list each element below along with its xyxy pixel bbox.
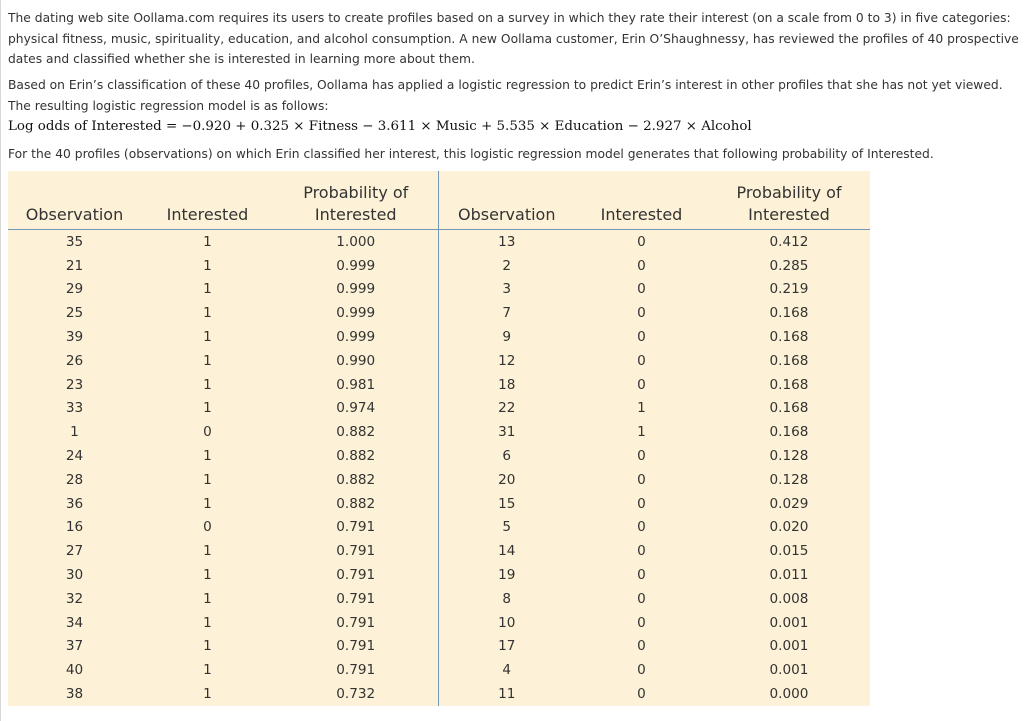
cell-probability-right: 0.219	[769, 281, 809, 298]
header-observation-left: Observation	[8, 171, 141, 230]
cell-interested-left: 1	[203, 233, 212, 250]
cell-interested-left: 1	[203, 400, 212, 417]
cell-probability-right: 0.412	[769, 233, 809, 250]
cell-probability-right: 0.000	[769, 686, 809, 703]
cell-probability-left: 0.791	[336, 567, 376, 584]
header-probability-left	[274, 171, 438, 230]
cell-probability-right: 0.011	[769, 567, 809, 584]
cell-interested-right: 0	[637, 567, 646, 584]
cell-probability-left: 0.882	[336, 471, 376, 488]
cell-interested-left: 0	[203, 519, 212, 536]
cell-interested-right: 0	[637, 471, 646, 488]
cell-observation-right: 22	[438, 397, 575, 421]
cell-interested-right: 0	[637, 638, 646, 655]
cell-observation-left: 32	[65, 590, 84, 607]
cell-probability-left: 0.791	[336, 638, 376, 655]
cell-interested-left: 1	[203, 638, 212, 655]
cell-probability-right: 0.168	[769, 329, 809, 346]
cell-interested-right: 0	[637, 519, 646, 536]
cell-interested-left: 1	[203, 471, 212, 488]
cell-interested-left: 1	[203, 305, 212, 322]
cell-probability-right: 0.001	[769, 614, 809, 631]
cell-interested-right: 0	[637, 448, 646, 465]
cell-interested-right: 0	[637, 686, 646, 703]
cell-observation-left: 39	[65, 329, 84, 346]
cell-probability-right: 0.029	[769, 495, 809, 512]
table-row	[8, 516, 870, 540]
cell-observation-right: 10	[438, 611, 575, 635]
table-row	[8, 254, 870, 278]
cell-observation-right: 3	[438, 278, 575, 302]
table-row	[8, 301, 870, 325]
header-interested-right: Interested	[575, 171, 708, 230]
cell-interested-right: 0	[637, 329, 646, 346]
header-interested-left: Interested	[141, 171, 274, 230]
cell-observation-right: 20	[438, 468, 575, 492]
cell-probability-right: 0.128	[769, 448, 809, 465]
cell-observation-left: 35	[65, 233, 84, 250]
table-header-row	[8, 171, 870, 230]
cell-probability-left: 0.882	[336, 448, 376, 465]
probability-table	[8, 171, 870, 706]
table-row	[8, 230, 870, 254]
cell-interested-right: 0	[637, 614, 646, 631]
cell-interested-right: 1	[637, 400, 646, 417]
cell-observation-left: 23	[65, 376, 84, 393]
regression-formula: Log odds of Interested = −0.920 + 0.325 × Fitness − 3.611 × Music + 5.535 × Education − 2.927 × Alcohol	[8, 119, 752, 134]
cell-observation-left: 1	[70, 424, 79, 441]
cell-probability-left: 0.999	[336, 281, 376, 298]
header-probability-right	[708, 171, 870, 230]
cell-interested-left: 1	[203, 281, 212, 298]
cell-interested-right: 0	[637, 543, 646, 560]
cell-observation-left: 40	[65, 662, 84, 679]
cell-interested-left: 1	[203, 448, 212, 465]
table-row	[8, 611, 870, 635]
cell-observation-right: 5	[438, 516, 575, 540]
cell-observation-left: 37	[65, 638, 84, 655]
cell-probability-right: 0.015	[769, 543, 809, 560]
cell-probability-left: 0.882	[336, 495, 376, 512]
table-row	[8, 373, 870, 397]
cell-interested-right: 0	[637, 281, 646, 298]
cell-observation-right: 31	[438, 420, 575, 444]
cell-interested-left: 1	[203, 590, 212, 607]
table-row	[8, 325, 870, 349]
cell-interested-left: 1	[203, 376, 212, 393]
header-probability-line1: Probability of	[736, 183, 842, 202]
cell-interested-right: 0	[637, 376, 646, 393]
cell-interested-right: 0	[637, 590, 646, 607]
cell-probability-right: 0.168	[769, 400, 809, 417]
table-row	[8, 397, 870, 421]
cell-probability-left: 0.999	[336, 329, 376, 346]
cell-observation-left: 33	[65, 400, 84, 417]
cell-observation-right: 14	[438, 539, 575, 563]
cell-interested-right: 0	[637, 305, 646, 322]
cell-probability-right: 0.168	[769, 305, 809, 322]
table-row	[8, 492, 870, 516]
cell-probability-left: 0.791	[336, 543, 376, 560]
table-row	[8, 539, 870, 563]
cell-observation-right: 6	[438, 444, 575, 468]
cell-interested-left: 1	[203, 257, 212, 274]
header-observation-right: Observation	[438, 171, 575, 230]
cell-probability-right: 0.001	[769, 638, 809, 655]
cell-observation-left: 34	[65, 614, 84, 631]
header-probability-line2: Interested	[314, 205, 397, 224]
cell-observation-right: 9	[438, 325, 575, 349]
table-row	[8, 682, 870, 706]
table-row	[8, 468, 870, 492]
cell-interested-right: 0	[637, 257, 646, 274]
table-row	[8, 420, 870, 444]
cell-interested-left: 1	[203, 329, 212, 346]
cell-interested-left: 1	[203, 352, 212, 369]
cell-observation-right: 18	[438, 373, 575, 397]
cell-interested-right: 0	[637, 495, 646, 512]
cell-observation-left: 16	[65, 519, 84, 536]
cell-interested-left: 1	[203, 662, 212, 679]
cell-observation-right: 7	[438, 301, 575, 325]
cell-observation-left: 26	[65, 352, 84, 369]
cell-probability-left: 0.990	[336, 352, 376, 369]
model-paragraph: Based on Erin’s classification of these 40 profiles, Oollama has applied a logistic regression to predict Erin’s interest in other profiles that she has not yet viewed. The resulting logistic regression model is as follows:	[8, 78, 1003, 113]
cell-probability-right: 0.128	[769, 471, 809, 488]
cell-probability-right: 0.008	[769, 590, 809, 607]
cell-probability-right: 0.168	[769, 376, 809, 393]
cell-observation-right: 4	[438, 658, 575, 682]
cell-observation-left: 24	[65, 448, 84, 465]
cell-observation-right: 17	[438, 635, 575, 659]
cell-interested-right: 0	[637, 352, 646, 369]
cell-interested-right: 0	[637, 662, 646, 679]
cell-observation-left: 27	[65, 543, 84, 560]
cell-interested-right: 1	[637, 424, 646, 441]
cell-observation-left: 38	[65, 686, 84, 703]
cell-probability-left: 0.791	[336, 662, 376, 679]
header-probability-line1: Probability of	[303, 183, 409, 202]
cell-probability-right: 0.285	[769, 257, 809, 274]
cell-probability-left: 0.999	[336, 257, 376, 274]
cell-observation-left: 29	[65, 281, 84, 298]
cell-observation-left: 36	[65, 495, 84, 512]
cell-observation-left: 30	[65, 567, 84, 584]
cell-probability-left: 0.974	[336, 400, 376, 417]
cell-probability-right: 0.020	[769, 519, 809, 536]
cell-probability-left: 0.882	[336, 424, 376, 441]
cell-observation-right: 8	[438, 587, 575, 611]
cell-probability-left: 0.999	[336, 305, 376, 322]
cell-observation-right: 2	[438, 254, 575, 278]
cell-probability-left: 0.791	[336, 519, 376, 536]
left-border	[0, 0, 1, 721]
table-row	[8, 635, 870, 659]
cell-interested-right: 0	[637, 233, 646, 250]
cell-interested-left: 1	[203, 686, 212, 703]
cell-observation-right: 12	[438, 349, 575, 373]
cell-interested-left: 1	[203, 495, 212, 512]
cell-observation-right: 13	[438, 230, 575, 254]
cell-observation-right: 19	[438, 563, 575, 587]
cell-interested-left: 1	[203, 567, 212, 584]
cell-probability-left: 0.791	[336, 590, 376, 607]
cell-observation-left: 21	[65, 257, 84, 274]
table-row	[8, 278, 870, 302]
cell-probability-left: 1.000	[336, 233, 376, 250]
cell-observation-right: 15	[438, 492, 575, 516]
table-row	[8, 658, 870, 682]
cell-probability-right: 0.168	[769, 352, 809, 369]
cell-probability-left: 0.981	[336, 376, 376, 393]
cell-probability-left: 0.732	[336, 686, 376, 703]
table-row	[8, 587, 870, 611]
cell-interested-left: 1	[203, 543, 212, 560]
cell-observation-left: 28	[65, 471, 84, 488]
cell-observation-right: 11	[438, 682, 575, 706]
cell-interested-left: 1	[203, 614, 212, 631]
header-probability-line2: Interested	[748, 205, 830, 224]
cell-observation-left: 25	[65, 305, 84, 322]
cell-probability-left: 0.791	[336, 614, 376, 631]
cell-probability-right: 0.168	[769, 424, 809, 441]
cell-probability-right: 0.001	[769, 662, 809, 679]
intro-paragraph: The dating web site Oollama.com requires its users to create profiles based on a survey in which they rate their interest (on a scale from 0 to 3) in five categories: physical fitness, music, spirituality, education, and alcohol consumption. A new Oollama customer, Erin O’Shaughnessy, has reviewed the profiles of 40 prospective dates and classified whether she is interested in learning more about them.	[8, 11, 1019, 66]
table-intro-paragraph: For the 40 profiles (observations) on which Erin classified her interest, this logistic regression model generates that following probability of Interested.	[8, 147, 934, 161]
table-row	[8, 563, 870, 587]
table-row	[8, 349, 870, 373]
table-row	[8, 444, 870, 468]
cell-interested-left: 0	[203, 424, 212, 441]
